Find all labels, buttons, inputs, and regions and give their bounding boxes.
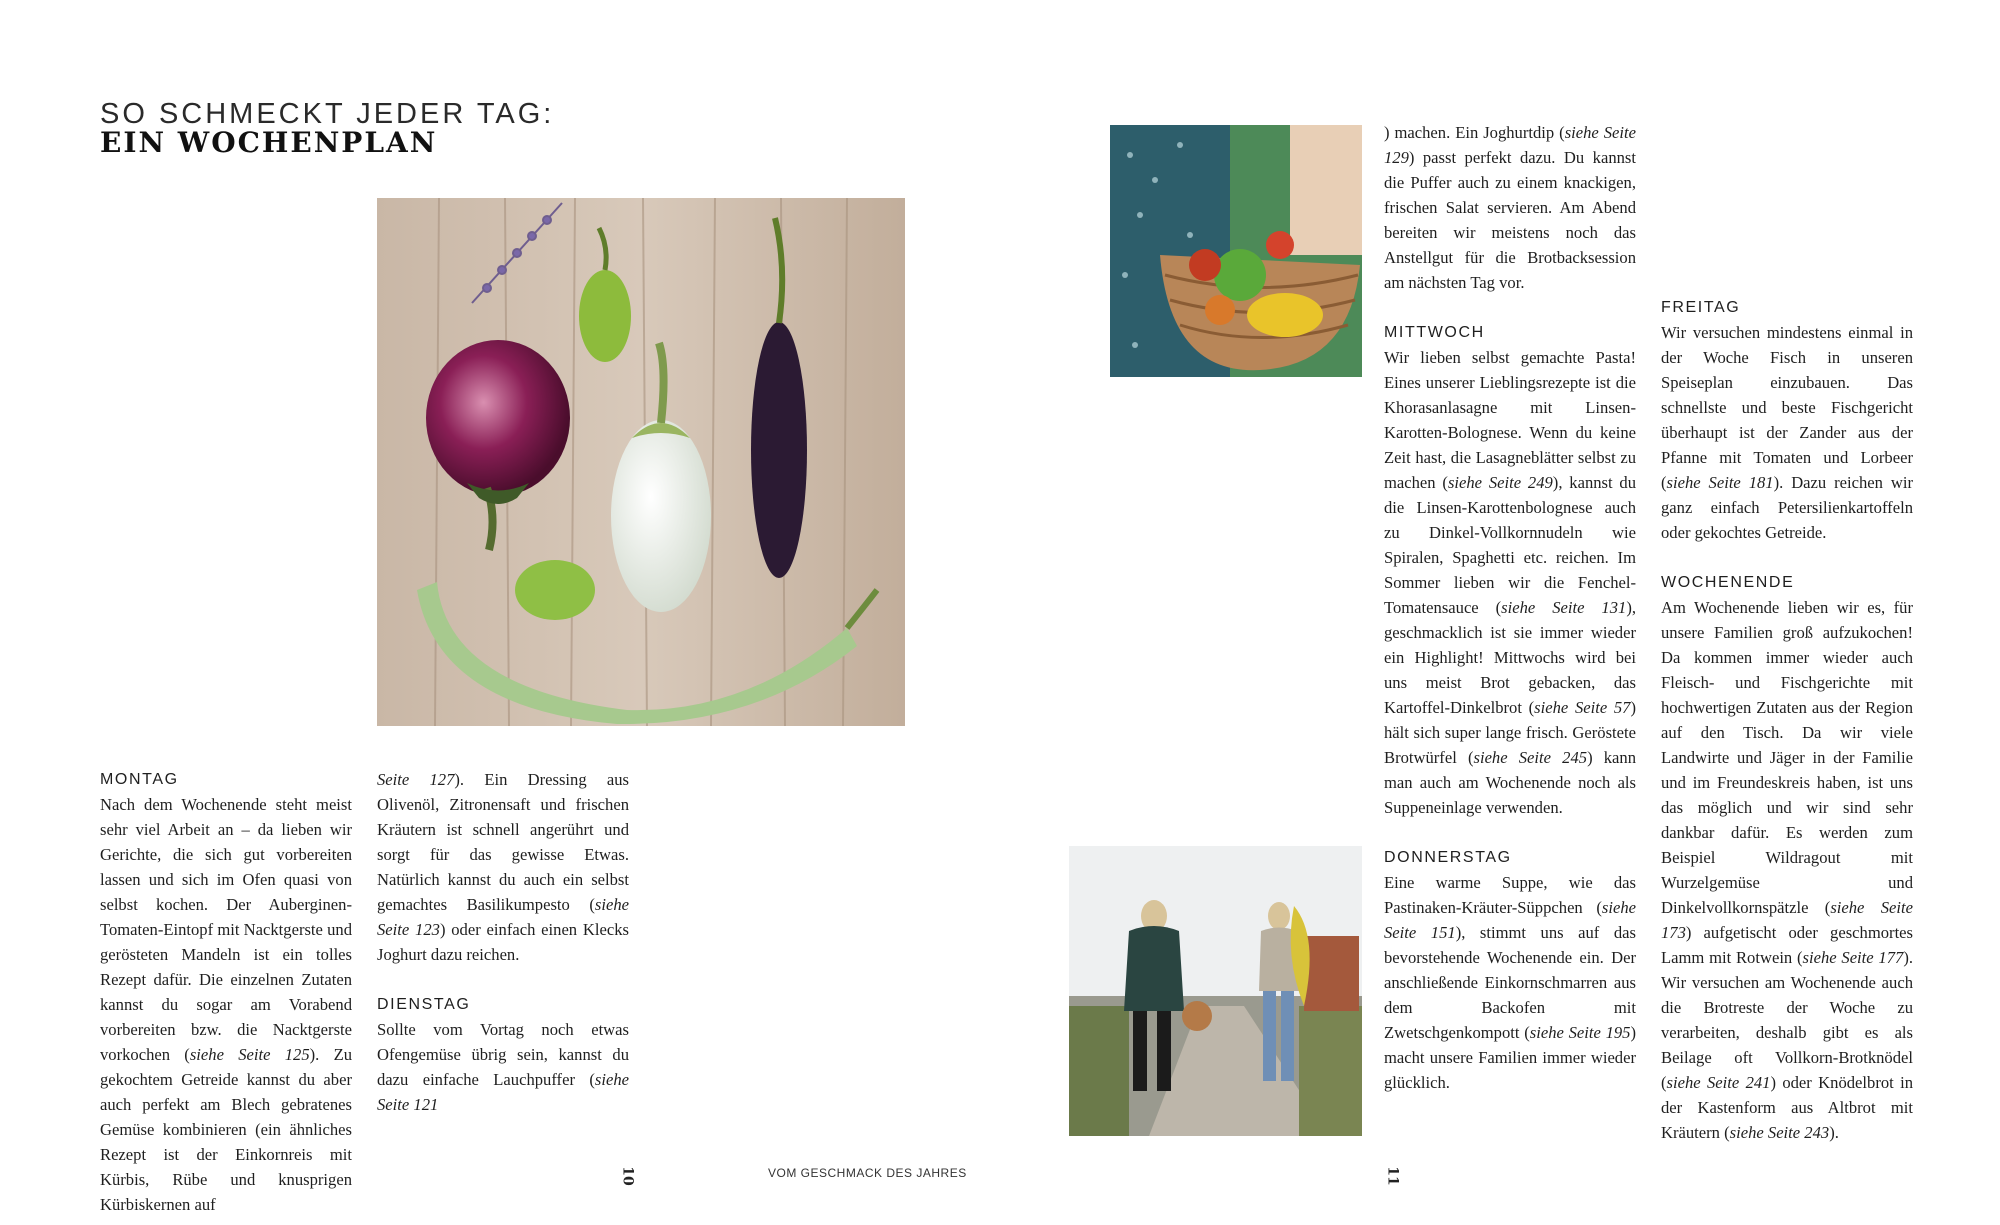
heading-mittwoch: MITTWOCH [1384, 324, 1485, 341]
montag-text-4: ) oder einfach einen Klecks Joghurt dazu reichen. [377, 920, 629, 964]
freitag-text-1: Wir versuchen mindestens einmal in der Woche Fisch in unseren Speiseplan einzubauen. Das schnellste und beste Fischgericht überhaupt ist der Zander aus der Pfanne mit Tomaten und Lorbeer ( [1661, 323, 1913, 492]
mittwoch-text-4: ) hält sich super lange frisch. Geröstete Brotwürfel ( [1384, 698, 1637, 767]
page-reference: siehe Seite 151 [1384, 898, 1636, 942]
page-reference: siehe Seite 131 [1501, 598, 1627, 617]
dienstag-text-1: Sollte vom Vortag noch etwas Ofengemüse übrig sein, kannst du dazu einfache Lauchpuffer ( [377, 1020, 629, 1089]
basket-photo [1110, 125, 1362, 377]
text-column-1 [100, 767, 353, 1214]
page-reference: Seite 127 [377, 770, 455, 789]
montag-text-2: ). Zu gekochtem Getreide kannst du aber auch perfekt am Blech gebratenes Gemüse kombinieren (ein ähnliches Rezept ist der Einkornreis mit Kürbis, Rübe und knusprigen Kürbiskernen auf [100, 1045, 353, 1214]
mittwoch-text-3: ), geschmacklich ist sie immer wieder ein Highlight! Mittwochs wird bei uns meist Brot gebacken, das Kartoffel-Dinkelbrot ( [1384, 598, 1636, 717]
donnerstag-text-1: Eine warme Suppe, wie das Pastinaken-Kräuter-Süppchen ( [1384, 873, 1636, 917]
montag-text-1: Nach dem Wochenende steht meist sehr viel Arbeit an – da lieben wir Gerichte, die sich gut vorbereiten lassen und sich im Ofen quasi von selbst kochen. Der Auberginen-Tomaten-Eintopf mit Nacktgerste und gerösteten Mandeln ist ein tolles Rezept dafür. Die einzelnen Zutaten kannst du sogar am Vorabend vorbereiten bzw. die Nacktgerste vorkochen ( [100, 795, 352, 1064]
running-title: VOM GESCHMACK DES JAHRES [768, 1166, 967, 1180]
page-reference: siehe Seite 195 [1529, 1023, 1631, 1042]
page-number-left: 10 [619, 1166, 636, 1186]
page-title: EIN WOCHENPLAN [100, 126, 438, 159]
wochenende-text-2: ) aufgetischt oder geschmortes Lamm mit Rotwein ( [1661, 923, 1913, 967]
page-reference: siehe Seite 243 [1729, 1123, 1830, 1142]
donnerstag-text-2: ), stimmt uns auf das bevorstehende Wochenende ein. Der anschließende Einkornschmarren aus dem Backofen mit Zwetschgenkompott ( [1384, 923, 1636, 1042]
text-column-2 [377, 767, 629, 1143]
wochenende-text-1: Am Wochenende lieben wir es, für unsere Familien groß aufzukochen! Da kommen immer wieder auch Fleisch- und Fischgerichte mit hochwertigen Zutaten aus der Region auf den Tisch. Da wir viele Landwirte und Jäger in der Familie und im Freundeskreis haben, ist uns das möglich und wir sind sehr dankbar dafür. Es werden zum Beispiel Wildragout mit Wurzelgemüse und Dinkelvollkornspätzle ( [1661, 598, 1913, 917]
page-reference: siehe Seite 125 [189, 1045, 310, 1064]
heading-dienstag: DIENSTAG [377, 996, 471, 1013]
montag-paragraph [100, 792, 352, 1217]
donnerstag-paragraph [1384, 870, 1636, 1095]
page-reference: siehe Seite 177 [1802, 948, 1904, 967]
mittwoch-text-1: Wir lieben selbst gemachte Pasta! Eines unserer Lieblingsrezepte ist die Khorasanlasagne mit Linsen-Karotten-Bolognese. Wenn du keine Zeit hast, die Lasagneblätter selbst zu machen ( [1384, 348, 1636, 492]
donnerstag-text-3: ) macht unsere Familien immer wieder glücklich. [1384, 1023, 1637, 1092]
page-kicker: SO SCHMECKT JEDER TAG: [100, 98, 555, 130]
mittwoch-text-2: ), kannst du die Linsen-Karottenbolognese auch zu Dinkel-Vollkornnudeln wie Spiralen, Spaghetti etc. reichen. Im Sommer lieben wir die Fenchel-Tomatensauce ( [1384, 473, 1637, 617]
eggplants-photo [377, 198, 905, 726]
text-column-3 [1384, 120, 1636, 1145]
walkers-photo [1069, 846, 1362, 1136]
heading-wochenende: WOCHENENDE [1661, 574, 1795, 591]
page-reference: siehe Seite 57 [1534, 698, 1631, 717]
freitag-paragraph [1661, 320, 1913, 545]
heading-donnerstag: DONNERSTAG [1384, 849, 1512, 866]
page-reference: siehe Seite 245 [1473, 748, 1588, 767]
page-reference: siehe Seite 121 [377, 1070, 629, 1114]
montag-continuation [377, 767, 629, 967]
heading-montag: MONTAG [100, 771, 179, 788]
page-reference: siehe Seite 123 [377, 895, 629, 939]
heading-freitag: FREITAG [1661, 299, 1741, 316]
mittwoch-paragraph [1384, 345, 1636, 820]
page-reference: siehe Seite 173 [1661, 898, 1913, 942]
wochenende-text-3: ). Wir versuchen am Wochenende auch die Brotreste der Woche zu verarbeiten, deshalb gibt es als Beilage oft Vollkorn-Brotknödel ( [1661, 948, 1913, 1092]
freitag-text-2: ). Dazu reichen wir ganz einfach Petersilienkartoffeln oder gekochtes Getreide. [1661, 473, 1913, 542]
page-reference: siehe Seite 249 [1447, 473, 1553, 492]
dienstag-paragraph [377, 1017, 629, 1117]
page-number-right: 11 [1384, 1166, 1401, 1186]
dienstag-continuation [1384, 120, 1636, 295]
dienstag-text-2: ) machen. Ein Joghurtdip ( [1384, 123, 1565, 142]
text-column-4 [1661, 295, 1913, 1145]
wochenende-paragraph [1661, 595, 1913, 1145]
mittwoch-text-5: ) kann man auch am Wochenende noch als Suppeneinlage verwenden. [1384, 748, 1637, 817]
montag-text-3: ). Ein Dressing aus Olivenöl, Zitronensaft und frischen Kräutern ist schnell angerührt und sorgt für das gewisse Etwas. Natürlich kannst du auch ein selbst gemachtes Basilikumpesto ( [377, 770, 629, 914]
page-reference: siehe Seite 181 [1666, 473, 1774, 492]
wochenende-text-5: ). [1829, 1123, 1839, 1142]
dienstag-text-3: ) passt perfekt dazu. Du kannst die Puffer auch zu einem knackigen, frischen Salat servieren. Am Abend bereiten wir meistens noch das Anstellgut für die Brotbacksession am nächsten Tag vor. [1384, 148, 1636, 292]
page-reference: siehe Seite 241 [1666, 1073, 1771, 1092]
wochenende-text-4: ) oder Knödelbrot in der Kastenform aus Altbrot mit Kräutern ( [1661, 1073, 1914, 1142]
page-reference: siehe Seite 129 [1384, 123, 1636, 167]
